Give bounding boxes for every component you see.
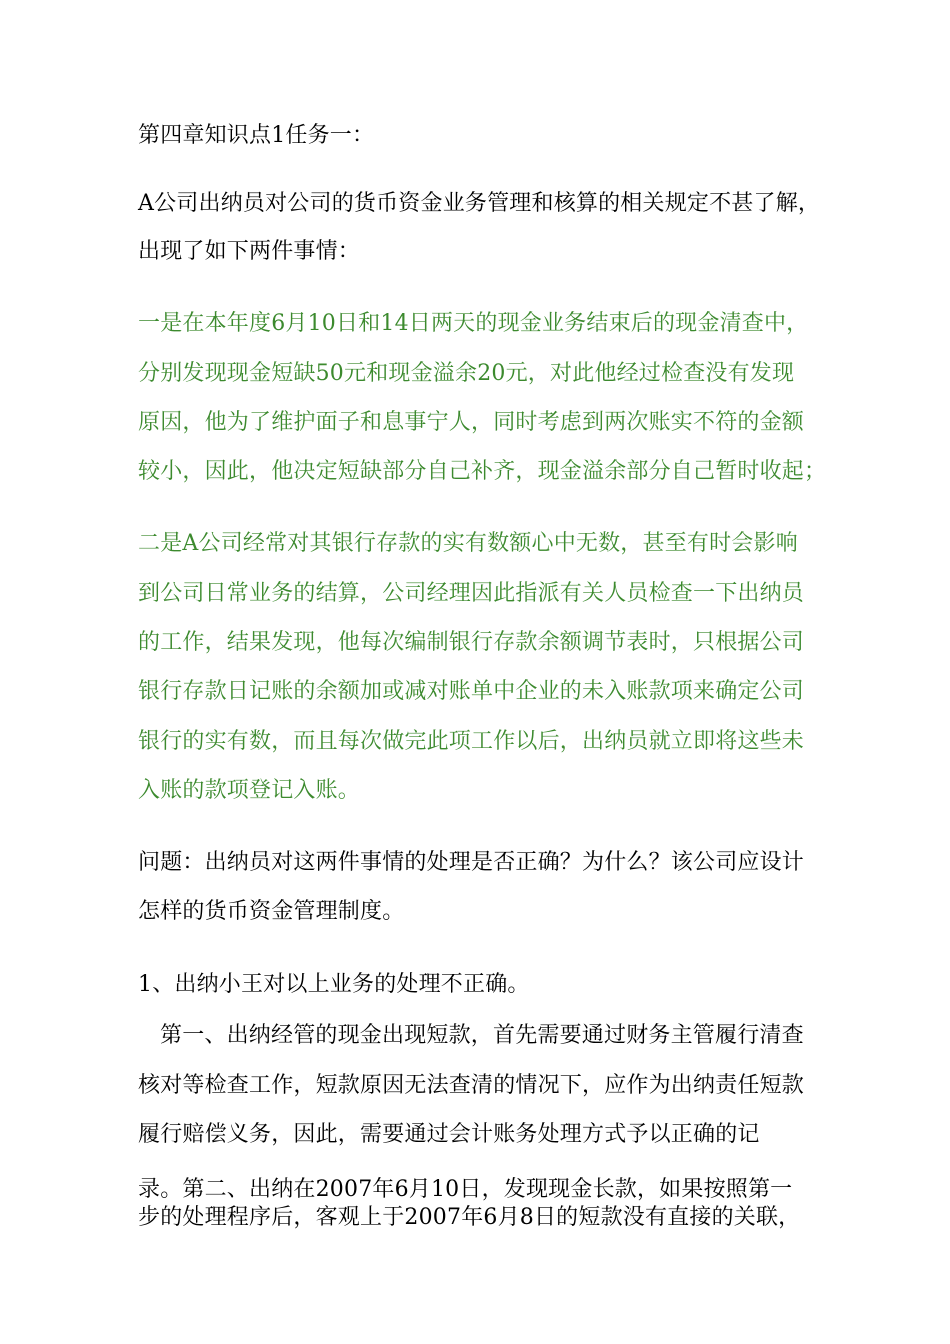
case-two-line-2: 到公司日常业务的结算，公司经理因此指派有关人员检查一下出纳员 bbox=[138, 581, 805, 606]
answer-body-line-1: 第一、出纳经管的现金出现短款，首先需要通过财务主管履行清查 bbox=[160, 1023, 804, 1048]
answer-tail-line-1: 录。第二、出纳在2007年6月10日，发现现金长款，如果按照第一 bbox=[138, 1177, 793, 1202]
case-one-line-2: 分别发现现金短缺50元和现金溢余20元，对此他经过检查没有发现 bbox=[138, 361, 795, 386]
answer-tail-line-2: 步的处理程序后，客观上于2007年6月8日的短款没有直接的关联， bbox=[138, 1205, 801, 1230]
question-line-2: 怎样的货币资金管理制度。 bbox=[138, 899, 405, 924]
case-two-line-3: 的工作，结果发现，他每次编制银行存款余额调节表时，只根据公司 bbox=[138, 630, 805, 655]
answer-heading: 1、出纳小王对以上业务的处理不正确。 bbox=[138, 972, 530, 997]
case-two-line-5: 银行的实有数，而且每次做完此项工作以后，出纳员就立即将这些未 bbox=[138, 729, 805, 754]
case-one-line-4: 较小，因此，他决定短缺部分自己补齐，现金溢余部分自己暂时收起； bbox=[138, 459, 827, 484]
question-line-1: 问题：出纳员对这两件事情的处理是否正确？为什么？该公司应设计 bbox=[138, 850, 805, 875]
case-two-line-6: 入账的款项登记入账。 bbox=[138, 778, 361, 803]
intro-line-1: A公司出纳员对公司的货币资金业务管理和核算的相关规定不甚了解， bbox=[138, 191, 821, 216]
case-one-line-1: 一是在本年度6月10日和14日两天的现金业务结束后的现金清查中， bbox=[138, 311, 809, 336]
intro-line-2: 出现了如下两件事情： bbox=[138, 239, 361, 264]
answer-body-line-3: 履行赔偿义务，因此，需要通过会计账务处理方式予以正确的记 bbox=[138, 1122, 760, 1147]
case-two-line-4: 银行存款日记账的余额加或减对账单中企业的未入账款项来确定公司 bbox=[138, 679, 805, 704]
case-one-line-3: 原因，他为了维护面子和息事宁人，同时考虑到两次账实不符的金额 bbox=[138, 410, 805, 435]
case-two-line-1: 二是A公司经常对其银行存款的实有数额心中无数，甚至有时会影响 bbox=[138, 531, 798, 556]
doc-title: 第四章知识点1任务一： bbox=[138, 123, 375, 148]
answer-body-line-2: 核对等检查工作，短款原因无法查清的情况下，应作为出纳责任短款 bbox=[138, 1073, 805, 1098]
